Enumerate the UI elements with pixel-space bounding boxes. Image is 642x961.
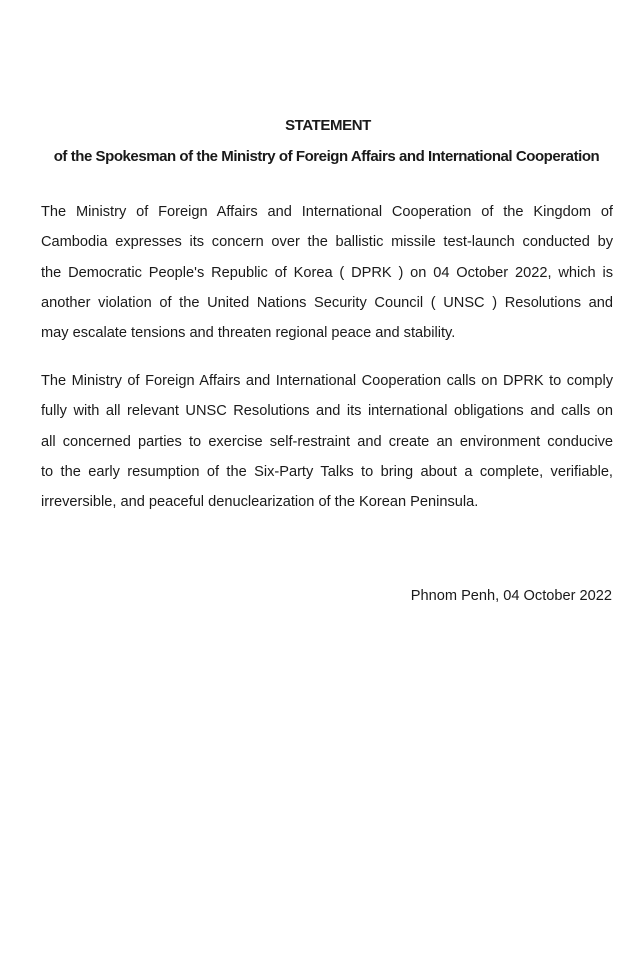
- paragraph-1: [41, 202, 613, 353]
- place-and-date: Phnom Penh, 04 October 2022: [410, 588, 612, 604]
- statement-title: STATEMENT: [285, 117, 371, 134]
- paragraph-2: [41, 371, 613, 522]
- statement-subtitle: of the Spokesman of the Ministry of Foreign Affairs and International Cooperation: [53, 148, 600, 165]
- text-line: fully with all relevant UNSC Resolutions and its international obligations and calls on: [41, 403, 613, 420]
- text-line: Cambodia expresses its concern over the ballistic missile test-launch conducted by: [41, 234, 613, 251]
- text-line: irreversible, and peaceful denuclearization of the Korean Peninsula.: [41, 494, 479, 511]
- text-line: The Ministry of Foreign Affairs and International Cooperation of the Kingdom of: [41, 204, 613, 220]
- text-line: all concerned parties to exercise self-restraint and create an environment conducive: [41, 433, 613, 450]
- text-line: the Democratic People's Republic of Korea ( DPRK ) on 04 October 2022, which is: [41, 264, 613, 281]
- text-line: another violation of the United Nations Security Council ( UNSC ) Resolutions and: [41, 294, 613, 311]
- text-line: The Ministry of Foreign Affairs and International Cooperation calls on DPRK to comply: [41, 373, 613, 389]
- text-line: may escalate tensions and threaten regional peace and stability.: [41, 325, 456, 342]
- text-line: to the early resumption of the Six-Party Talks to bring about a complete, verifiable,: [41, 463, 613, 480]
